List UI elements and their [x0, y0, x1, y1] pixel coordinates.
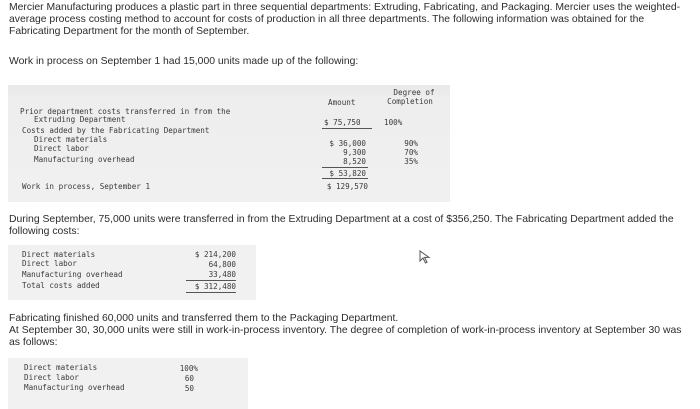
row-moh-amount: 33,480 [208, 270, 236, 279]
row-moh-degree: 35% [404, 157, 418, 166]
mouse-pointer-icon [418, 250, 432, 264]
row-dl-label: Direct labor [24, 373, 79, 382]
row-dm-amount: $ 36,000 [329, 139, 366, 148]
finished-text-line-2: At September 30, 30,000 units were still in work-in-process inventory. The degree of completion of work-in-process inventory at September 30 was as follows: [9, 325, 682, 348]
row-dl-amount: 64,800 [208, 260, 236, 269]
row-dl-amount: 9,300 [343, 148, 366, 157]
rule-subtotal [322, 167, 368, 168]
rule-total [322, 178, 368, 179]
row-prior-amount: $ 75,750 [324, 118, 361, 127]
row-dm-degree: 100% [179, 364, 198, 373]
september-transfer-text: During September, 75,000 units were transferred in from the Extruding Department at a cost of $356,250. The Fabricating Department added the following costs: [9, 214, 674, 237]
row-moh-label: Manufacturing overhead [24, 383, 125, 392]
wip-intro: Work in process on September 1 had 15,000 units made up of the following: [9, 56, 359, 67]
row-wip-amount: $ 129,570 [326, 182, 368, 191]
finished-text-line-1: Fabricating finished 60,000 units and transferred them to the Packaging Department. [9, 313, 399, 324]
row-dm-label: Direct materials [22, 250, 96, 259]
row-moh-degree: 50 [184, 384, 194, 393]
row-dm-amount: $ 214,200 [194, 250, 236, 259]
col-header-degree-2: Completion [387, 97, 433, 106]
finished-text [9, 313, 693, 349]
subtotal-amount: $ 53,820 [329, 169, 366, 178]
ending-wip-completion-table [8, 358, 248, 409]
row-wip-label: Work in process, September 1 [22, 182, 151, 191]
row-dl-degree: 60 [184, 374, 194, 383]
row-dm-label: Direct materials [34, 135, 108, 144]
col-header-degree-1: Degree of [393, 88, 435, 97]
problem-intro: Mercier Manufacturing produces a plastic part in three sequential departments: Extruding, Fabricating, and Packaging. Mercier uses the weighted-average process costing method to account for costs of production in all three departments. The following information was obtained for the Fabricating Department for the month of September. [9, 2, 681, 37]
row-dl-label: Direct labor [22, 259, 77, 268]
beginning-wip-table [8, 85, 450, 202]
row-dl-label: Direct labor [34, 144, 89, 153]
row-moh-amount: 8,520 [343, 157, 366, 166]
row-total-label: Total costs added [22, 281, 100, 290]
row-prior-degree: 100% [384, 118, 403, 127]
row-costs-added-label: Costs added by the Fabricating Department [22, 126, 210, 135]
col-header-amount: Amount [328, 98, 356, 107]
row-total-amount: $ 312,480 [194, 282, 236, 291]
row-dm-label: Direct materials [24, 363, 98, 372]
rule-prior [322, 128, 372, 129]
row-prior-label-2: Extruding Department [34, 115, 126, 124]
rule-total-double [186, 292, 236, 293]
costs-added-table [8, 245, 256, 300]
row-dm-degree: 90% [404, 139, 418, 148]
row-prior-label-1: Prior department costs transferred in from the [20, 107, 231, 116]
rule-total [186, 280, 236, 281]
row-moh-label: Manufacturing overhead [22, 270, 123, 279]
row-dl-degree: 70% [404, 148, 418, 157]
row-moh-label: Manufacturing overhead [34, 155, 135, 164]
